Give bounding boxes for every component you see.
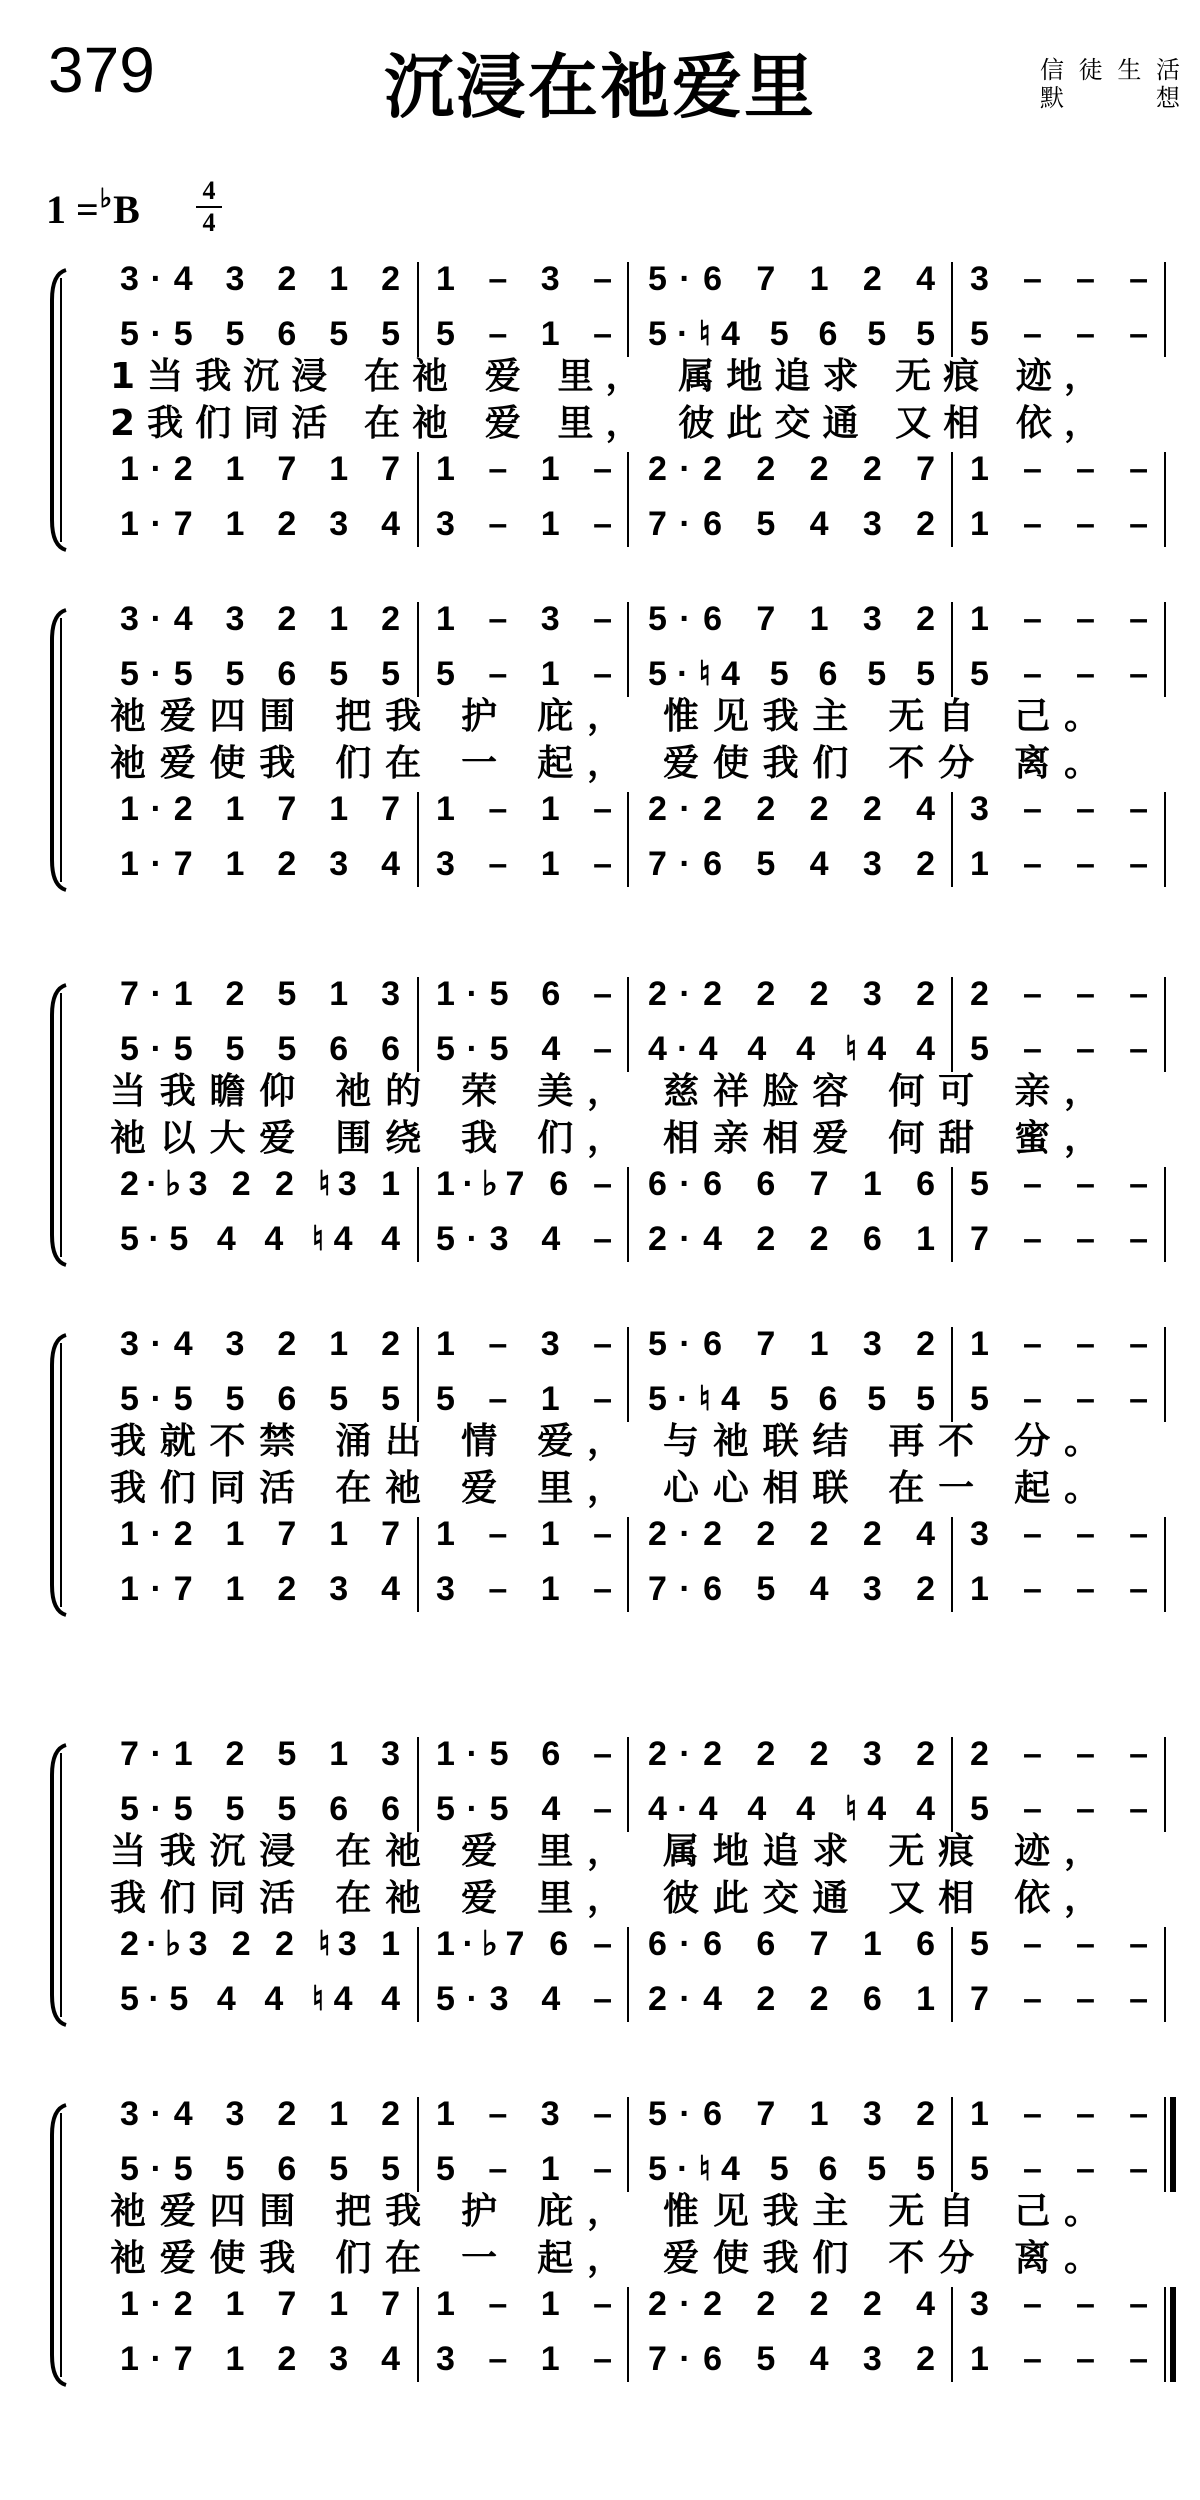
system-bracket <box>52 2105 66 2385</box>
lyric-line: 我们同活 在祂 爱 里， 彼此交通 又相 依， <box>110 1878 1100 1919</box>
lyric-line: 祂以大爱 围绕 我 们， 相亲相爱 何甜 蜜， <box>110 1118 1100 1159</box>
bass-measure: 7 – – – <box>970 1980 1148 2018</box>
system-bracket <box>52 610 66 890</box>
time-signature-beats: 4 <box>202 176 216 205</box>
bass-measure: 2·4 2 2 6 1 <box>648 1220 935 1258</box>
soprano-measure: 1 – 3 – <box>436 600 612 638</box>
system-bracket <box>52 1335 66 1615</box>
tenor-measure: 2·♭3 2 2 ♮3 1 <box>120 1165 400 1203</box>
alto-measure: 5·5 5 6 5 5 <box>120 655 400 693</box>
soprano-measure: 3·4 3 2 1 2 <box>120 1325 400 1363</box>
alto-measure: 5·♮4 5 6 5 5 <box>648 655 935 693</box>
alto-measure: 5·♮4 5 6 5 5 <box>648 1380 935 1418</box>
tenor-measure: 6·6 6 7 1 6 <box>648 1925 935 1963</box>
soprano-measure: 1 – – – <box>970 1325 1148 1363</box>
bass-measure: 1·7 1 2 3 4 <box>120 2340 400 2378</box>
tenor-measure: 1·2 1 7 1 7 <box>120 450 400 488</box>
soprano-measure: 5·6 7 1 3 2 <box>648 2095 935 2133</box>
alto-measure: 5·5 5 6 5 5 <box>120 1380 400 1418</box>
soprano-measure: 7·1 2 5 1 3 <box>120 1735 400 1773</box>
soprano-measure: 2 – – – <box>970 975 1148 1013</box>
bass-measure: 3 – 1 – <box>436 2340 612 2378</box>
soprano-measure: 3 – – – <box>970 260 1148 298</box>
alto-measure: 5 – 1 – <box>436 2150 612 2188</box>
bass-measure: 5·5 4 4 ♮4 4 <box>120 1220 400 1258</box>
tenor-measure: 1·♭7 6 – <box>436 1925 612 1963</box>
hymn-number: 379 <box>48 34 155 106</box>
soprano-measure: 2·2 2 2 3 2 <box>648 1735 935 1773</box>
soprano-measure: 1 – – – <box>970 2095 1148 2133</box>
alto-measure: 5 – – – <box>970 1030 1148 1068</box>
bass-measure: 7·6 5 4 3 2 <box>648 2340 935 2378</box>
bass-measure: 7·6 5 4 3 2 <box>648 505 935 543</box>
hymn-author: 默 想 <box>1040 84 1180 112</box>
tenor-measure: 6·6 6 7 1 6 <box>648 1165 935 1203</box>
soprano-measure: 1 – 3 – <box>436 1325 612 1363</box>
soprano-measure: 2·2 2 2 3 2 <box>648 975 935 1013</box>
soprano-measure: 5·6 7 1 3 2 <box>648 600 935 638</box>
system-bracket <box>52 270 66 550</box>
alto-measure: 5 – 1 – <box>436 315 612 353</box>
bass-measure: 3 – 1 – <box>436 845 612 883</box>
lyric-line: 我们同活 在祂 爱 里， 心心相联 在一 起。 <box>110 1468 1100 1509</box>
alto-measure: 5 – – – <box>970 2150 1148 2188</box>
alto-measure: 5·5 5 6 5 5 <box>120 2150 400 2188</box>
bass-measure: 1·7 1 2 3 4 <box>120 845 400 883</box>
key-prefix: 1 = <box>46 187 99 232</box>
soprano-measure: 5·6 7 1 3 2 <box>648 1325 935 1363</box>
tenor-measure: 3 – – – <box>970 2285 1148 2323</box>
bass-measure: 7 – – – <box>970 1220 1148 1258</box>
soprano-measure: 1 – – – <box>970 600 1148 638</box>
tenor-measure: 2·2 2 2 2 4 <box>648 2285 935 2323</box>
bass-measure: 7·6 5 4 3 2 <box>648 845 935 883</box>
bass-measure: 1 – – – <box>970 1570 1148 1608</box>
soprano-measure: 5·6 7 1 2 4 <box>648 260 935 298</box>
tenor-measure: 2·2 2 2 2 4 <box>648 790 935 828</box>
alto-measure: 5·5 5 5 6 6 <box>120 1790 400 1828</box>
lyric-line: 祂爱使我 们在 一 起， 爱使我们 不分 离。 <box>110 2238 1100 2279</box>
tenor-measure: 1·2 1 7 1 7 <box>120 790 400 828</box>
tenor-measure: 2·2 2 2 2 7 <box>648 450 935 488</box>
alto-measure: 4·4 4 4 ♮4 4 <box>648 1030 935 1068</box>
soprano-measure: 7·1 2 5 1 3 <box>120 975 400 1013</box>
tenor-measure: 2·2 2 2 2 4 <box>648 1515 935 1553</box>
hymn-source: 信徒生活 <box>1040 56 1180 84</box>
tenor-measure: 1 – 1 – <box>436 2285 612 2323</box>
lyric-line: 祂爱使我 们在 一 起， 爱使我们 不分 离。 <box>110 743 1100 784</box>
tenor-measure: 1 – 1 – <box>436 450 612 488</box>
lyric-line: 祂爱四围 把我 护 庇， 惟见我主 无自 己。 <box>110 696 1100 737</box>
soprano-measure: 1·5 6 – <box>436 1735 612 1773</box>
hymn-title: 沉浸在祂爱里 <box>384 46 816 128</box>
alto-measure: 5·5 5 5 6 6 <box>120 1030 400 1068</box>
bass-measure: 3 – 1 – <box>436 505 612 543</box>
tenor-measure: 5 – – – <box>970 1925 1148 1963</box>
alto-measure: 5 – – – <box>970 315 1148 353</box>
lyric-line: 当我沉浸 在祂 爱 里， 属地追求 无痕 迹， <box>110 1831 1100 1872</box>
alto-measure: 5·♮4 5 6 5 5 <box>648 2150 935 2188</box>
bass-measure: 1·7 1 2 3 4 <box>120 505 400 543</box>
lyric-line: 祂爱四围 把我 护 庇， 惟见我主 无自 己。 <box>110 2191 1100 2232</box>
lyric-line: 1当我沉浸 在祂 爱 里， 属地追求 无痕 迹， <box>110 356 1100 397</box>
bass-measure: 1 – – – <box>970 505 1148 543</box>
alto-measure: 5·5 4 – <box>436 1790 612 1828</box>
soprano-measure: 2 – – – <box>970 1735 1148 1773</box>
tenor-measure: 1·♭7 6 – <box>436 1165 612 1203</box>
bass-measure: 5·3 4 – <box>436 1220 612 1258</box>
soprano-measure: 3·4 3 2 1 2 <box>120 600 400 638</box>
alto-measure: 5 – 1 – <box>436 655 612 693</box>
alto-measure: 5 – – – <box>970 1790 1148 1828</box>
time-signature-unit: 4 <box>202 208 216 237</box>
alto-measure: 5 – – – <box>970 1380 1148 1418</box>
system-bracket <box>52 985 66 1265</box>
tenor-measure: 1 – 1 – <box>436 790 612 828</box>
bass-measure: 5·5 4 4 ♮4 4 <box>120 1980 400 2018</box>
bass-measure: 2·4 2 2 6 1 <box>648 1980 935 2018</box>
tenor-measure: 1 – 1 – <box>436 1515 612 1553</box>
flat-icon: ♭ <box>99 184 113 213</box>
alto-measure: 5·5 4 – <box>436 1030 612 1068</box>
soprano-measure: 3·4 3 2 1 2 <box>120 2095 400 2133</box>
soprano-measure: 3·4 3 2 1 2 <box>120 260 400 298</box>
bass-measure: 5·3 4 – <box>436 1980 612 2018</box>
lyric-line: 我就不禁 涌出 情 爱， 与祂联结 再不 分。 <box>110 1421 1100 1462</box>
alto-measure: 5·♮4 5 6 5 5 <box>648 315 935 353</box>
soprano-measure: 1 – 3 – <box>436 260 612 298</box>
alto-measure: 5 – 1 – <box>436 1380 612 1418</box>
soprano-measure: 1 – 3 – <box>436 2095 612 2133</box>
lyric-line: 2我们同活 在祂 爱 里， 彼此交通 又相 依， <box>110 403 1100 444</box>
tenor-measure: 3 – – – <box>970 790 1148 828</box>
alto-measure: 5 – – – <box>970 655 1148 693</box>
tenor-measure: 2·♭3 2 2 ♮3 1 <box>120 1925 400 1963</box>
tenor-measure: 1·2 1 7 1 7 <box>120 2285 400 2323</box>
alto-measure: 4·4 4 4 ♮4 4 <box>648 1790 935 1828</box>
key-tonic: B <box>113 187 140 232</box>
bass-measure: 3 – 1 – <box>436 1570 612 1608</box>
bass-measure: 1 – – – <box>970 2340 1148 2378</box>
lyric-line: 当我瞻仰 祂的 荣 美， 慈祥脸容 何可 亲， <box>110 1071 1100 1112</box>
tenor-measure: 5 – – – <box>970 1165 1148 1203</box>
tenor-measure: 1·2 1 7 1 7 <box>120 1515 400 1553</box>
soprano-measure: 1·5 6 – <box>436 975 612 1013</box>
system-bracket <box>52 1745 66 2025</box>
tenor-measure: 3 – – – <box>970 1515 1148 1553</box>
tenor-measure: 1 – – – <box>970 450 1148 488</box>
bass-measure: 1 – – – <box>970 845 1148 883</box>
bass-measure: 7·6 5 4 3 2 <box>648 1570 935 1608</box>
alto-measure: 5·5 5 6 5 5 <box>120 315 400 353</box>
bass-measure: 1·7 1 2 3 4 <box>120 1570 400 1608</box>
